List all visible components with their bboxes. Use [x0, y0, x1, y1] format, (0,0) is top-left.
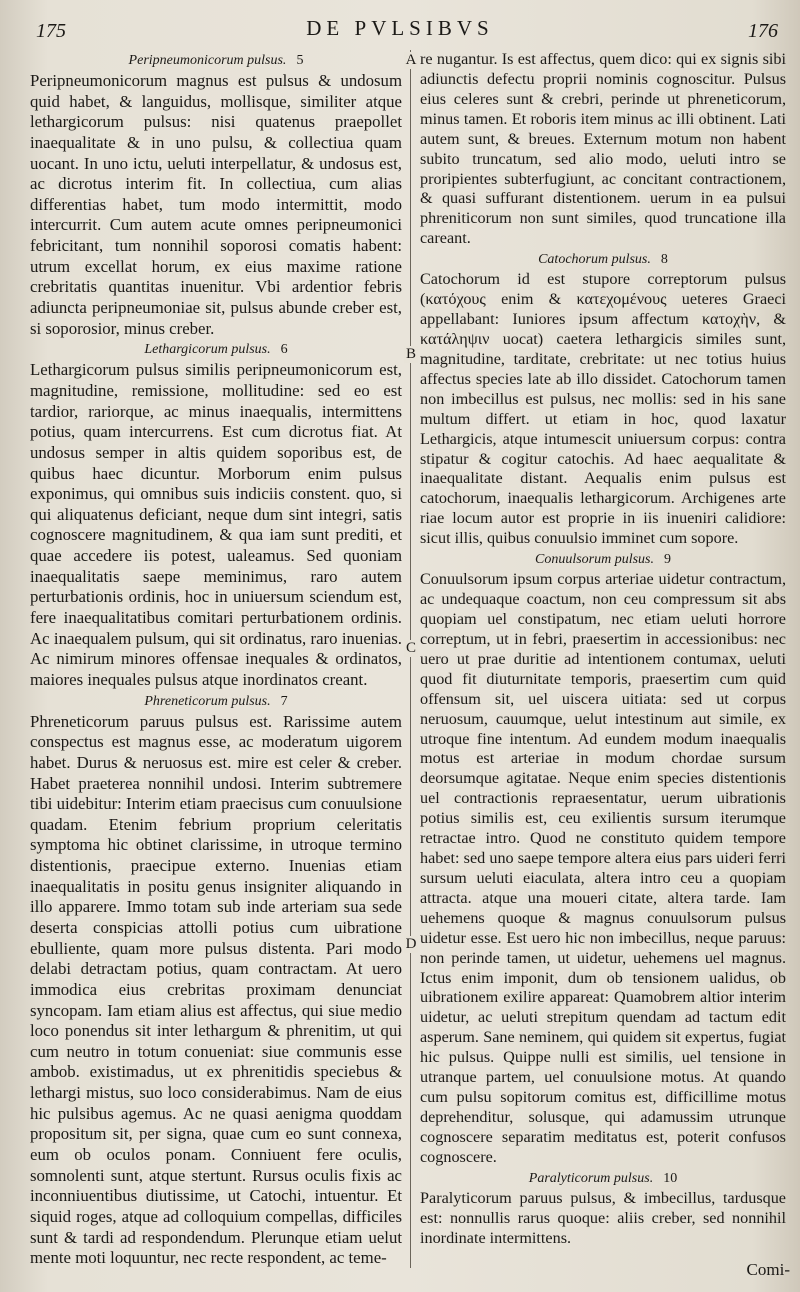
section-catochorum: [420, 251, 786, 549]
section-text: Catochorum id est stupore correptorum pulsus (κατόχους enim & κατεχομένους ueteres Graeci appellabant: Iuniores ipsum affectum κατοχὴν, & κατάληψιν uocat) caetera lethargicis similes sunt, magnitudine, tarditate, crebritate: ut nec totius huius affectus species late ab illo dissidet. Catochorum tamen non imbecillus est pulsus, nec mollis: sed in his sane multum differt. ut etiam in hoc, quod laxatur Lethargicis, atque intumescit uniuersum corpus: contra stipatur & cogitur catochis. Ad haec aequalitate & inaequalitate distant. Aequalis enim pulsus est catochorum, inaequalis lethargicorum. Archigenes arte riae locum autor est proprie in iis inueniri calidiore: sicut illis, quibus conuulsio imminet cum sopore.: [420, 270, 786, 548]
running-title: DE PVLSIBVS: [306, 16, 494, 40]
margin-letter-a: A: [405, 52, 417, 68]
section-text: Lethargicorum pulsus similis peripneumonicorum est, magnitudine, remissione, mollitudine: sed eo est tardior, rariorque, ac minus inaequalis, intermittens potius, quam intercurrens. Est cum dicrotus fiat. At undosus semper in altis quidem soporibus est, de quibus haec dicuntur. Morborum enim pulsus exponimus, qui omnibus suis indiciis constent. quo, si qui aliquatenus deficiant, neque dum sint integri, satis cognoscere magnitudinem, & qua iam sunt prediti, et quae accedere iis potest, ualeamus. Sed quoniam inaequalitatis saepe meminimus, raro autem perturbationis ordinis, hoc in uniuersum sciendum est, fere inaequalitatibus comitari perturbationem ordinis. Ac inaequalem pulsum, qui sit ordinatus, raro inuenias. Ac nimirum minores offensae inequales & ordinatos, maiores inequales pulsus atque inordinatos creant.: [30, 360, 402, 689]
section-conuulsorum: [420, 551, 786, 1168]
page-header: [0, 6, 800, 46]
margin-letter-b: B: [405, 346, 416, 362]
section-text: re nugantur. Is est affectus, quem dico: qui ex signis sibi adiunctis defectu proprii nominis cognoscitur. Pulsus eius celeres sunt & crebri, perinde ut phreneticorum, minus tamen. Et roboris item minus ac illi obtinent. Lati autem sunt, & breues. Externum motum non habent subito truncatum, sed alio modo, ueluti intro se proripientes subterfugiunt, ac concitant contractionem, & quasi suffurant distentionem. uerum in ea pulsui phreniticorum non sunt similes, quod truncatione illa careant.: [420, 50, 786, 248]
section-lethargicorum: [30, 341, 402, 690]
section-continuation: [420, 50, 786, 249]
margin-letter-c: C: [405, 640, 416, 656]
section-paralyticorum: [420, 1170, 786, 1249]
section-text: Phreneticorum paruus pulsus est. Rarissime autem conspectus est magnus esse, ac moderatum uigorem habet. Durus & neruosus est. mire est celer & creber. Habet praeterea nonnihil undosi. Interim subtremere tibi uidebitur: Interim etiam praecisus cum conuulsione quadam. Etenim febrium proprium celeritatis symptoma hic obtinet clarissime, in utroque termino distentionis, praecipue externo. Inuenias etiam inaequalitatis in positu genus insigniter aliquando in illo apparere. Immo totam sub inde arteriam sua sede deserta conspicias attolli potius cum uibratione ebulliente, quam more pulsus distenta. Pari modo delabi detractam potius, quam contractam. At uero immodica eius crebritas proximam denunciat syncopam. Iam etiam alius est affectus, qui siue medio loco ponendus sit inter lethargum & phrenitim, ut qui cum neutro in totum conueniat: siue communis esse ambob. existimadus, ut ex phrenitidis speciebus & lethargi mistus, suo loco considerabimus. Nam de eius hic pulsibus agemus. Ac ne quasi aenigma quoddam propositum sit, per signa, quae cum eo sunt connexa, eum ob oculos ponam. Conniuent fere oculis, somnolenti sunt, atque stertunt. Rursus oculis fixis ac inconniuentibus diutissime, ut Catochi, intuentur. Et siquid roges, atque ad colloquium compellas, difficiles sunt & tardi ad respondendum. Plerunque etiam uelut mente moti loquuntur, nec recte respondent, ac teme-: [30, 711, 402, 1268]
section-text: Paralyticorum paruus pulsus, & imbecillus, tardusque est: nonnullis rarus quoque: aliis creber, sed nonnihil inordinate intermittens.: [420, 1188, 786, 1247]
section-heading: Lethargicorum pulsus. 6: [144, 342, 288, 358]
section-peripneumonicorum: [30, 52, 402, 339]
left-column: [30, 50, 402, 1274]
right-column: [420, 50, 786, 1274]
catchword: Comi-: [746, 1260, 790, 1279]
page-number-left: 175: [36, 20, 66, 42]
section-heading: Phreneticorum pulsus. 7: [144, 693, 288, 709]
page-number-right: 176: [748, 20, 778, 42]
section-text: Conuulsorum ipsum corpus arteriae uidetur contractum, ac undequaque coactum, non ceu compressum sit abs quopiam uel constipatum, nec etiam ueluti horrore correptum, ut in febri, praesertim in accessionibus: nec uero ut prae duritie ad intentionem contumax, ueluti quod fit diuturnitate temporis, praesertim cum quid offensum sit, uel uiscera uitiata: sed ut corpus neruosum, cauumque, uelut intestinum aut simile, ex utroque fine intentum. Ad eundem modum inaequalis motus est arteriae in modum chordae sursum deorsumque agitatae. Neque enim species distentionis uel contractionis repraesentatur, uerum uibrationis potius similis est, ceu exilientis sursum iterumque retractae intro. Quod ne constituto quidem tempore habet: sed uno saepe tempore altera eius pars uideri ferri sursum ueluti eiaculata, altera intro ceu a quopiam attracta. atque una moueri citate, altera tarde. Iam uehemens quoque & magnus conuulsorum pulsus uidetur esse. Est uero hic non imbecillus, neque paruus: non perinde tamen, ut uidetur, uehemens uel magnus. Ictus enim imponit, dum ob tensionem ualidus, ob uibrationem exilire appareat: Quamobrem altior interim uidetur, ac ueluti strepitum quendam ad tactum edit asperum. Sane neminem, qui quidem sit expertus, fugiat hic pulsus. Quippe nulli est similis, uel tensione in utranque partem, uel conuulsione motus. At quando cum pulsu sopitorum comitus est, difficillime motus deprehenditur, solusque, qui adamussim utrunque cognoscere separatim meditatus est, poterit confusos cognoscere.: [420, 570, 786, 1166]
section-phreneticorum: [30, 693, 402, 1269]
section-heading: Paralyticorum pulsus. 10: [528, 1170, 678, 1186]
section-heading: Catochorum pulsus. 8: [538, 252, 668, 268]
section-heading: Peripneumonicorum pulsus. 5: [128, 53, 304, 68]
section-text: Peripneumonicorum magnus est pulsus & undosum quid habet, & languidus, mollisque, similiter atque lethargicorum pulsus: nisi quatenus praepollet inaequalitate & in uno pulsu, & collectiua quam uocant. In uno ictu, ueluti interpellatur, & undosus est, ac dicrotus interim fit. In collectiua, cum alias differentias habet, tum modo intermittit, modo intercurrit. Cum autem acute omnes peripneumonici febricitant, tum nonnihil soporosi comatis habent: utrum excellat horum, ex eius maxime ratione crebritatis quantitas inuenitur. Vbi ardentior febris adiuncta peripneumoniae sit, pulsus abunde creber est, si soporosior, minus creber.: [30, 71, 402, 338]
column-divider: [410, 50, 411, 1268]
section-heading: Conuulsorum pulsus. 9: [534, 552, 672, 568]
margin-letter-d: D: [405, 936, 417, 952]
